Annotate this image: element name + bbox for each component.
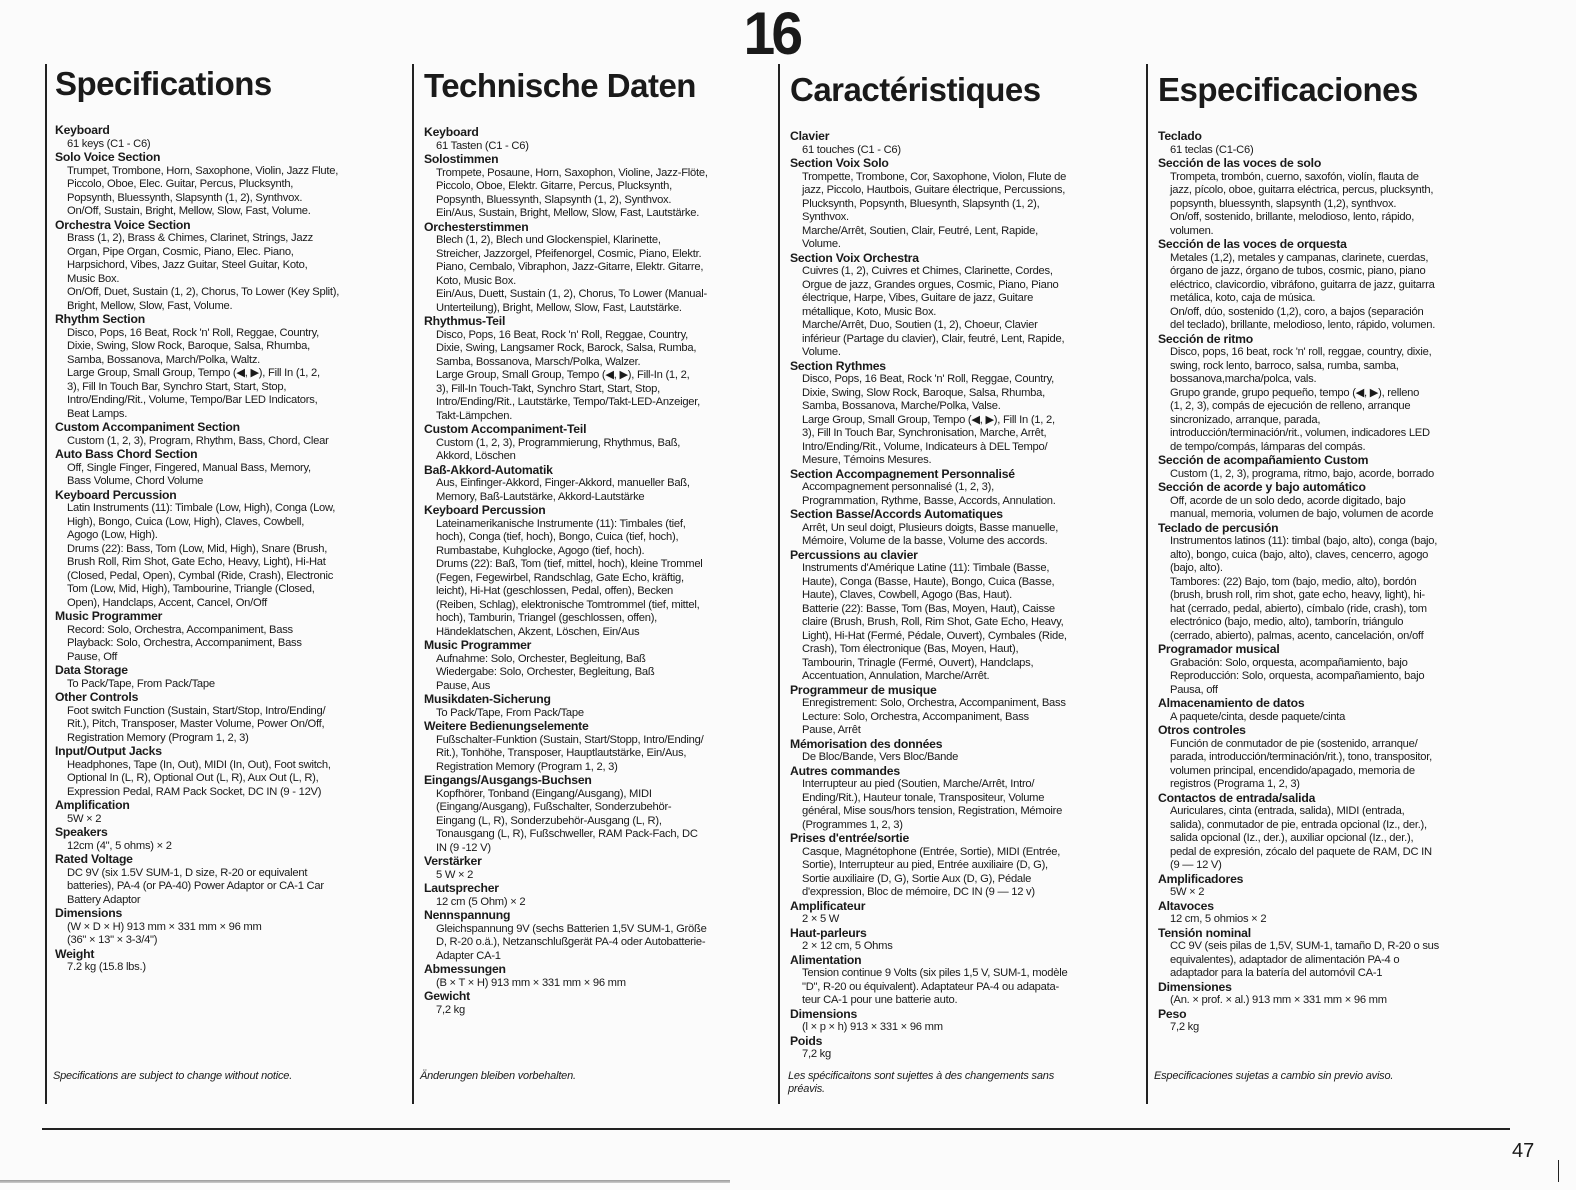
spec-item [1158, 643, 1522, 697]
spec-value: DC 9V (six 1.5V SUM-1, D size, R-20 or equivalent batteries), PA-4 (or PA-40) Power Adaptor or CA-1 Car Battery Adaptor [67, 866, 324, 906]
spec-item [1158, 981, 1522, 1008]
spec-label: Amplificateur [790, 898, 866, 913]
spec-value: (l × p × h) 913 × 331 × 96 mm [802, 1021, 943, 1033]
spec-value: Foot switch Function (Sustain, Start/Stop, Intro/Ending/ Rit.), Pitch, Transposer, Master Volume, Power On/Off, Registration Memory (Program 1, 2, 3) [67, 704, 326, 744]
spec-label: Programmeur de musique [790, 682, 937, 697]
spec-label: Sección de las voces de solo [1158, 156, 1322, 170]
spec-item [790, 738, 1142, 765]
spec-item [55, 853, 405, 907]
spec-label: Autres commandes [790, 763, 900, 778]
spec-label: Almacenamiento de datos [1158, 696, 1305, 710]
spec-value: Auriculares, cinta (entrada, salida), MIDI (entrada, salida), conmutador de pie, entrada opcional (Iz., der.), salida opcional (Iz., der.), auxiliar opcional (Iz., der.), pedal de expresión, zócalo del paquete de RAM, DC IN (9 — 12 V) [1170, 805, 1432, 871]
spec-item [55, 219, 405, 314]
spec-value: Off, acorde de un solo dedo, acorde digitado, bajo manual, memoria, volumen de bajo, volumen de acorde [1170, 494, 1434, 520]
spec-value: 12 cm, 5 ohmios × 2 [1170, 913, 1267, 925]
spec-value: 61 keys (C1 - C6) [67, 137, 151, 150]
spec-value: 5W × 2 [1170, 886, 1205, 898]
spec-label: Rated Voltage [55, 852, 133, 866]
spec-label: Contactos de entrada/salida [1158, 790, 1316, 805]
spec-label: Mémorisation des données [790, 736, 943, 751]
spec-value: Off, Single Finger, Fingered, Manual Bass, Memory, Bass Volume, Chord Volume [67, 461, 311, 487]
spec-item [55, 948, 405, 975]
page-number: 47 [1512, 1140, 1535, 1162]
spec-label: Keyboard [424, 125, 479, 139]
spec-value: Disco, Pops, 16 Beat, Rock 'n' Roll, Reggae, Country, Dixie, Swing, Langsamer Rock, Barock, Salsa, Rumba, Samba, Bossanova, Marsch/Polka, Walzer. Large Group, Small Group, Tempo (◀, ▶), Fill-In (1, 2, 3), Fill-In Touch-Takt, Synchro Start, Start, Stop, Intro/Ending/Rit., Lautstärke, Tempo/Takt-LED-Anzeiger, Takt-Lämpchen. [436, 328, 701, 422]
spec-label: Tensión nominal [1158, 925, 1251, 940]
spec-label: Orchestra Voice Section [55, 217, 191, 232]
spec-label: Verstärker [424, 854, 482, 868]
spec-value: Aufnahme: Solo, Orchester, Begleitung, Baß Wiedergabe: Solo, Orchester, Begleitung, Baß Pause, Aus [436, 652, 655, 692]
spec-item [1158, 157, 1522, 238]
spec-value: CC 9V (seis pilas de 1,5V, SUM-1, tamaño D, R-20 o sus equivalentes), adaptador de alimentación PA-4 o adaptador para la batería del automóvil CA-1 [1170, 940, 1439, 979]
spec-label: Dimensiones [1158, 979, 1232, 994]
spec-value: Kopfhörer, Tonband (Eingang/Ausgang), MIDI (Eingang/Ausgang), Fußschalter, Sonderzubehör- Eingang (L, R), Sonderzubehör-Ausgang (L, R), Tonausgang (L, R), Fußschweller, RAM Pack-Fach, DC IN (9 -12 V) [436, 787, 698, 854]
spec-item [55, 799, 405, 826]
spec-label: Poids [790, 1033, 823, 1048]
spec-value: (W × D × H) 913 mm × 331 mm × 96 mm (36" × 13" × 3-3/4") [67, 920, 262, 946]
spec-item [424, 963, 774, 990]
spec-item [1158, 130, 1522, 157]
spec-item [55, 691, 405, 745]
spec-label: Baß-Akkord-Automatik [424, 462, 553, 477]
spec-label: Other Controls [55, 690, 139, 704]
spec-label: Dimensions [55, 906, 123, 920]
spec-value: Custom (1, 2, 3), Programmierung, Rhythmus, Baß, Akkord, Löschen [436, 436, 681, 462]
spec-value: Arrêt, Un seul doigt, Plusieurs doigts, Basse manuelle, Mémoire, Volume de la basse, Volume des accords. [802, 521, 1059, 547]
spec-item [790, 468, 1142, 509]
spec-value: Tension continue 9 Volts (six piles 1,5 V, SUM-1, modèle "D", R-20 ou équivalent). Adaptateur PA-4 ou adapata- teur CA-1 pour une batterie auto. [802, 967, 1068, 1006]
spec-item [424, 774, 774, 855]
spec-item [1158, 873, 1522, 900]
spec-value: Fußschalter-Funktion (Sustain, Start/Stopp, Intro/Ending/ Rit.), Tonhöhe, Transposer, Hauptlautstärke, Ein/Aus, Registration Memory (Program 1, 2, 3) [436, 733, 704, 773]
spec-value: Interrupteur au pied (Soutien, Marche/Arrêt, Intro/ Ending/Rit.), Hauteur tonale, Transpositeur, Volume général, Mise sous/hors tension, Registration, Mémoire (Programmes 1, 2, 3) [802, 778, 1063, 831]
spec-label: Keyboard [55, 123, 110, 137]
spec-value: Trompete, Posaune, Horn, Saxophon, Violine, Jazz-Flöte, Piccolo, Oboe, Elektr. Gitarre, Percus, Plucksynth, Popsynth, Bluessynth, Slapsynth (1, 2), Synthvox. Ein/Aus, Sustain, Bright, Mellow, Slow, Fast, Lautstärke. [436, 166, 708, 219]
spec-label: Speakers [55, 825, 108, 839]
spec-label: Orchesterstimmen [424, 219, 529, 234]
spec-item [424, 990, 774, 1017]
spec-value: Custom (1, 2, 3), Program, Rhythm, Bass, Chord, Clear [67, 434, 329, 447]
spec-item [424, 720, 774, 774]
spec-label: Rhythmus-Teil [424, 314, 506, 328]
spec-value: Trompeta, trombón, cuerno, saxofón, violín, flauta de jazz, pícolo, oboe, guitarra eléctrica, percus, plucksynth, popsynth, bluessynth, slapsynth (1,2), synthvox. On/off, sostenido, brillante, melodioso, lento, rápido, volumen. [1170, 170, 1434, 237]
spec-item [790, 1035, 1142, 1062]
spec-label: Teclado [1158, 129, 1202, 143]
spec-value: Blech (1, 2), Blech und Glockenspiel, Klarinette, Streicher, Jazzorgel, Pfeifenorgel, Cosmic, Piano, Elektr. Piano, Cembalo, Vibraphon, Jazz-Gitarre, Elektr. Gitarre, Koto, Music Box. Ein/Aus, Duett, Sustain (1, 2), Chorus, To Lower (Manual- Unterteilung), Bright, Mellow, Slow, Fast, Lautstärke. [436, 234, 707, 314]
spec-value: 7,2 kg [802, 1048, 831, 1060]
spec-item [790, 765, 1142, 833]
spec-label: Section Voix Orchestra [790, 250, 919, 265]
spec-value: To Pack/Tape, From Pack/Tape [436, 706, 584, 719]
spec-item [424, 153, 774, 221]
spec-item [424, 423, 774, 464]
spec-label: Otros controles [1158, 723, 1246, 737]
spec-list [790, 130, 1142, 1062]
spec-item [55, 489, 405, 611]
spec-value: De Bloc/Bande, Vers Bloc/Bande [802, 751, 959, 763]
spec-item [1158, 522, 1522, 644]
spec-label: Eingangs/Ausgangs-Buchsen [424, 773, 592, 787]
spec-item [55, 610, 405, 664]
column-french [778, 64, 1142, 1104]
change-notice: Especificaciones sujetas a cambio sin previo aviso. [1154, 1070, 1394, 1082]
column-title: Especificaciones [1158, 71, 1418, 108]
spec-item [1158, 724, 1522, 792]
spec-label: Auto Bass Chord Section [55, 447, 198, 461]
spec-label: Nennspannung [424, 908, 511, 922]
spec-item [1158, 697, 1522, 724]
spec-label: Amplification [55, 798, 130, 812]
scan-edge [0, 1180, 730, 1183]
spec-label: Percussions au clavier [790, 547, 918, 562]
spec-label: Input/Output Jacks [55, 744, 162, 758]
spec-label: Data Storage [55, 663, 128, 677]
spec-label: Peso [1158, 1006, 1187, 1021]
spec-value: Lateinamerikanische Instrumente (11): Timbales (tief, hoch), Conga (tief, hoch), Bongo, Cuica (tief, hoch), Rumbastabe, Kuhglocke, Agogo (tief, hoch). Drums (22): Baß, Tom (tief, mittel, hoch), kleine Trommel (Fegen, Fegewirbel, Randschlag, Gate Echo, kräftig, leicht), Hi-Hat (geschlossen, Pedal, offen), Becken (Reiben, Schlag), elektronische Tomtrommel (tief, mittel, hoch), Tamburin, Triangel (geschlossen, offen), Händeklatschen, Akzent, Löschen, Ein/Aus [436, 517, 703, 638]
spec-item [790, 832, 1142, 900]
spec-item [790, 130, 1142, 157]
spec-label: Haut-parleurs [790, 925, 867, 940]
spec-item [790, 508, 1142, 549]
spec-label: Keyboard Percussion [55, 487, 177, 502]
spec-label: Music Programmer [55, 609, 163, 623]
spec-label: Weitere Bedienungselemente [424, 719, 589, 733]
column-title: Specifications [55, 65, 272, 102]
spec-label: Teclado de percusión [1158, 520, 1279, 535]
spec-item [55, 124, 405, 151]
spec-item [1158, 927, 1522, 981]
spec-item [424, 639, 774, 693]
spec-item [790, 1008, 1142, 1035]
spec-value: Trompette, Trombone, Cor, Saxophone, Violon, Flute de jazz, Piccolo, Hautbois, Guitare électrique, Percussions, Plucksynth, Popsynth, Bluesynth, Slapsynth (1, 2), Synthvox. Marche/Arrêt, Soutien, Clair, Feutré, Lent, Rapide, Volume. [802, 170, 1067, 250]
chapter-number: 16 [743, 0, 800, 67]
spec-value: Disco, pops, 16 beat, rock 'n' roll, reggae, country, dixie, swing, rock lento, barroco, salsa, rumba, samba, bossanova,marcha/polca, vals. Grupo grande, grupo pequeño, tempo (◀, ▶), relleno (1, 2, 3), compás de ejecución de relleno, arranque sincronizado, arranque, parada, introducción/terminación/rit., volumen, indicadores LED de tempo/compás, lámparas del compás. [1170, 346, 1432, 453]
spec-value: 2 × 5 W [802, 913, 840, 925]
spec-item [55, 448, 405, 489]
spec-value: Función de conmutador de pie (sostenido, arranque/ parada, introducción/terminación/rit.), tono, transpositor, volumen principal, encendido/apagado, memoria de registros (Programa 1, 2, 3) [1170, 737, 1432, 790]
spec-item [55, 745, 405, 799]
spec-value: 61 Tasten (C1 - C6) [436, 139, 529, 152]
spec-value: Accompagnement personnalisé (1, 2, 3), Programmation, Rythme, Basse, Accords, Annulation. [802, 481, 1056, 507]
spec-item [55, 151, 405, 219]
spec-value: To Pack/Tape, From Pack/Tape [67, 677, 215, 690]
spec-value: 7.2 kg (15.8 lbs.) [67, 961, 146, 973]
spec-label: Sección de las voces de orquesta [1158, 237, 1347, 251]
spec-value: Trumpet, Trombone, Horn, Saxophone, Violin, Jazz Flute, Piccolo, Oboe, Elec. Guitar, Percus, Plucksynth, Popsynth, Bluessynth, Slapsynth (1, 2), Synthvox. On/Off, Sustain, Bright, Mellow, Slow, Fast, Volume. [67, 164, 339, 217]
spec-label: Lautsprecher [424, 881, 499, 895]
spec-label: Custom Accompaniment-Teil [424, 422, 587, 436]
spec-item [55, 664, 405, 691]
spec-value: Casque, Magnétophone (Entrée, Sortie), MIDI (Entrée, Sortie), Interrupteur au pied, Entrée auxiliaire (D, G), Sortie auxiliaire (D, G), Sortie Aux (D, G), Pédale d'expression, Bloc de mémoire, DC IN (9 — 12 v) [802, 845, 1061, 898]
spec-item [790, 360, 1142, 468]
spec-label: Musikdaten-Sicherung [424, 692, 551, 706]
spec-value: Cuivres (1, 2), Cuivres et Chimes, Clarinette, Cordes, Orgue de jazz, Grandes orgues, Cosmic, Piano, Piano électrique, Harpe, Vibes, Guitare de jazz, Guitare métallique, Koto, Music Box. Marche/Arrêt, Duo, Soutien (1, 2), Choeur, Clavier inférieur (Partage du clavier), Clair, feutré, Lent, Rapide, Volume. [802, 265, 1065, 358]
spec-value: Aus, Einfinger-Akkord, Finger-Akkord, manueller Baß, Memory, Baß-Lautstärke, Akkord-Lautstärke [436, 477, 690, 503]
spec-value: 12cm (4", 5 ohms) × 2 [67, 839, 172, 852]
spec-item [1158, 238, 1522, 333]
column-english [45, 64, 405, 1104]
spec-label: Custom Accompaniment Section [55, 420, 240, 434]
spec-item [424, 464, 774, 505]
spec-item [790, 549, 1142, 684]
spec-value: Custom (1, 2, 3), programa, ritmo, bajo, acorde, borrado [1170, 467, 1434, 480]
spec-item [790, 252, 1142, 360]
spec-label: Solostimmen [424, 152, 499, 166]
spec-value: 12 cm (5 Ohm) × 2 [436, 895, 526, 908]
spec-item [55, 907, 405, 948]
spec-item [1158, 481, 1522, 522]
spec-item [790, 684, 1142, 738]
spec-label: Keyboard Percussion [424, 503, 546, 517]
spec-label: Music Programmer [424, 638, 532, 652]
spec-item [55, 421, 405, 448]
spec-label: Abmessungen [424, 962, 506, 976]
change-notice: Specifications are subject to change without notice. [53, 1070, 293, 1082]
spec-value: (An. × prof. × al.) 913 mm × 331 mm × 96 mm [1170, 994, 1387, 1006]
spec-value: 5W × 2 [67, 812, 102, 825]
spec-value: Instruments d'Amérique Latine (11): Timbale (Basse, Haute), Conga (Basse, Haute), Bongo, Cuica (Basse, Haute), Claves, Cowbell, Agogo (Bas, Haut). Batterie (22): Basse, Tom (Bas, Moyen, Haut), Caisse claire (Brush, Brush, Roll, Rim Shot, Gate Echo, Heavy, Light), Hi-Hat (Fermé, Pédale, Ouvert), Cymbales (Ride, Crash), Tom électronique (Bas, Moyen, Haut), Tambourin, Trinagle (Fermé, Ouvert), Handclaps, Accentuation, Annulation, Marche/Arrêt. [802, 562, 1067, 682]
spec-label: Sección de acorde y bajo automático [1158, 480, 1366, 494]
spec-item [55, 826, 405, 853]
spec-value: 7,2 kg [436, 1003, 465, 1016]
spec-item [790, 927, 1142, 954]
spec-item [424, 693, 774, 720]
footer-rule [42, 1128, 1510, 1130]
spec-value: 61 teclas (C1-C6) [1170, 143, 1254, 156]
spec-label: Weight [55, 946, 95, 961]
spec-label: Gewicht [424, 989, 471, 1003]
spec-list [55, 124, 405, 975]
spec-value: Latin Instruments (11): Timbale (Low, High), Conga (Low, High), Bongo, Cuica (Low, High), Claves, Cowbell, Agogo (Low, High). Drums (22): Bass, Tom (Low, Mid, High), Snare (Brush, Brush Roll, Rim Shot, Gate Echo, Heavy, Light), Hi-Hat (Closed, Pedal, Open), Cymbal (Ride, Crash), Electronic Tom (Low, Mid, High), Tambourine, Triangle (Closed, Open), Handclaps, Accent, Cancel, On/Off [67, 502, 336, 609]
spec-item [55, 313, 405, 421]
spec-item [424, 855, 774, 882]
spec-label: Prises d'entrée/sortie [790, 831, 910, 845]
spec-label: Clavier [790, 129, 830, 143]
change-notice: Les spécificaitons sont sujettes à des changements sans préavis. [788, 1070, 1054, 1095]
column-title: Technische Daten [424, 67, 696, 104]
spec-value: 2 × 12 cm, 5 Ohms [802, 940, 893, 952]
spec-value: Enregistrement: Solo, Orchestra, Accompaniment, Bass Lecture: Solo, Orchestra, Accompaniment, Bass Pause, Arrêt [802, 697, 1066, 736]
column-german [412, 64, 774, 1104]
spec-item [424, 221, 774, 316]
spec-item [1158, 333, 1522, 455]
spec-item [1158, 792, 1522, 873]
spec-label: Section Accompagnement Personnalisé [790, 466, 1015, 481]
spec-label: Sección de acompañamiento Custom [1158, 453, 1369, 467]
spec-value: 7,2 kg [1170, 1021, 1199, 1033]
spec-list [1158, 130, 1522, 1035]
spec-label: Programador musical [1158, 642, 1280, 656]
spec-label: Dimensions [790, 1006, 858, 1021]
spec-item [424, 126, 774, 153]
spec-item [1158, 454, 1522, 481]
spec-value: Record: Solo, Orchestra, Accompaniment, Bass Playback: Solo, Orchestra, Accompaniment, Bass Pause, Off [67, 623, 302, 663]
spec-value: A paquete/cinta, desde paquete/cinta [1170, 710, 1346, 723]
spec-label: Rhythm Section [55, 312, 145, 326]
spec-value: Gleichspannung 9V (sechs Batterien 1,5V SUM-1, Größe D, R-20 o.ä.), Netzanschlußgerät PA-4 oder Autobatterie- Adapter CA-1 [436, 922, 707, 962]
spec-item [790, 157, 1142, 252]
spec-value: (B × T × H) 913 mm × 331 mm × 96 mm [436, 976, 626, 989]
spec-label: Altavoces [1158, 898, 1214, 913]
spec-item [1158, 900, 1522, 927]
spec-value: Metales (1,2), metales y campanas, clarinete, cuerdas, órgano de jazz, órgano de tubos, cosmic, piano, piano eléctrico, clavicordio, vibráfono, guitarra de jazz, guitarra metálica, koto, caja de música. On/off, dúo, sostenido (1,2), coro, a bajos (separación del teclado), brillante, melodioso, lento, rápido, volumen. [1170, 251, 1436, 331]
spec-label: Solo Voice Section [55, 150, 161, 164]
spec-label: Section Rythmes [790, 358, 886, 373]
spec-item [790, 900, 1142, 927]
spec-label: Alimentation [790, 952, 862, 967]
column-title: Caractéristiques [790, 71, 1041, 108]
spec-item [790, 954, 1142, 1008]
spec-label: Section Basse/Accords Automatiques [790, 507, 1003, 521]
spec-value: Brass (1, 2), Brass & Chimes, Clarinet, Strings, Jazz Organ, Pipe Organ, Cosmic, Piano, Elec. Piano, Harpsichord, Vibes, Jazz Guitar, Steel Guitar, Koto, Music Box. On/Off, Duet, Sustain (1, 2), Chorus, To Lower (Key Split), Bright, Mellow, Slow, Fast, Volume. [67, 232, 340, 312]
spec-item [424, 909, 774, 963]
spec-value: Disco, Pops, 16 Beat, Rock 'n' Roll, Reggae, Country, Dixie, Swing, Slow Rock, Baroque, Salsa, Rhumba, Samba, Bossanova, Marche/Polka, Valse. Large Group, Small Group, Tempo (◀, ▶), Fill In (1, 2, 3), Fill In Touch Bar, Synchronisation, Marche, Arrêt, Intro/Ending/Rit., Volume, Indicateurs à DEL Tempo/ Mesure, Témoins Mesures. [802, 373, 1055, 466]
spec-value: Headphones, Tape (In, Out), MIDI (In, Out), Foot switch, Optional In (L, R), Optional Out (L, R), Aux Out (L, R), Expression Pedal, RAM Pack Socket, DC IN (9 - 12V) [67, 758, 331, 798]
spec-item [1158, 1008, 1522, 1035]
spec-value: Instrumentos latinos (11): timbal (bajo, alto), conga (bajo, alto), bongo, cuica (bajo, alto), claves, cencerro, agogo (bajo, alto). Tambores: (22) Bajo, tom (bajo, medio, alto), bordón (brush, brush roll, rim shot, gate echo, heavy, light), hi- hat (cerrado, pedal, abierto), címbalo (ride, crash), tom electrónico (bajo, medio, alto), tamborín, triángulo (cerrado, abierto), palmas, acento, cancelación, on/off [1170, 535, 1438, 642]
spec-item [424, 315, 774, 423]
spec-item [424, 882, 774, 909]
spec-label: Amplificadores [1158, 871, 1244, 886]
corner-mark [1558, 1160, 1559, 1182]
spec-item [424, 504, 774, 639]
spec-value: 61 touches (C1 - C6) [802, 143, 901, 156]
spec-value: 5 W × 2 [436, 868, 474, 881]
spec-list [424, 126, 774, 1017]
spec-label: Sección de ritmo [1158, 331, 1254, 346]
change-notice: Änderungen bleiben vorbehalten. [420, 1070, 576, 1082]
spec-value: Grabación: Solo, orquesta, acompañamiento, bajo Reproducción: Solo, orquesta, acompañamiento, bajo Pausa, off [1170, 656, 1425, 696]
spec-label: Section Voix Solo [790, 156, 889, 170]
column-spanish [1146, 64, 1522, 1104]
spec-value: Disco, Pops, 16 Beat, Rock 'n' Roll, Reggae, Country, Dixie, Swing, Slow Rock, Baroque, Salsa, Rhumba, Samba, Bossanova, March/Polka, Waltz. Large Group, Small Group, Tempo (◀, ▶), Fill In (1, 2, 3), Fill In Touch Bar, Synchro Start, Start, Stop, Intro/Ending/Rit., Volume, Tempo/Bar LED Indicators, Beat Lamps. [67, 326, 320, 420]
